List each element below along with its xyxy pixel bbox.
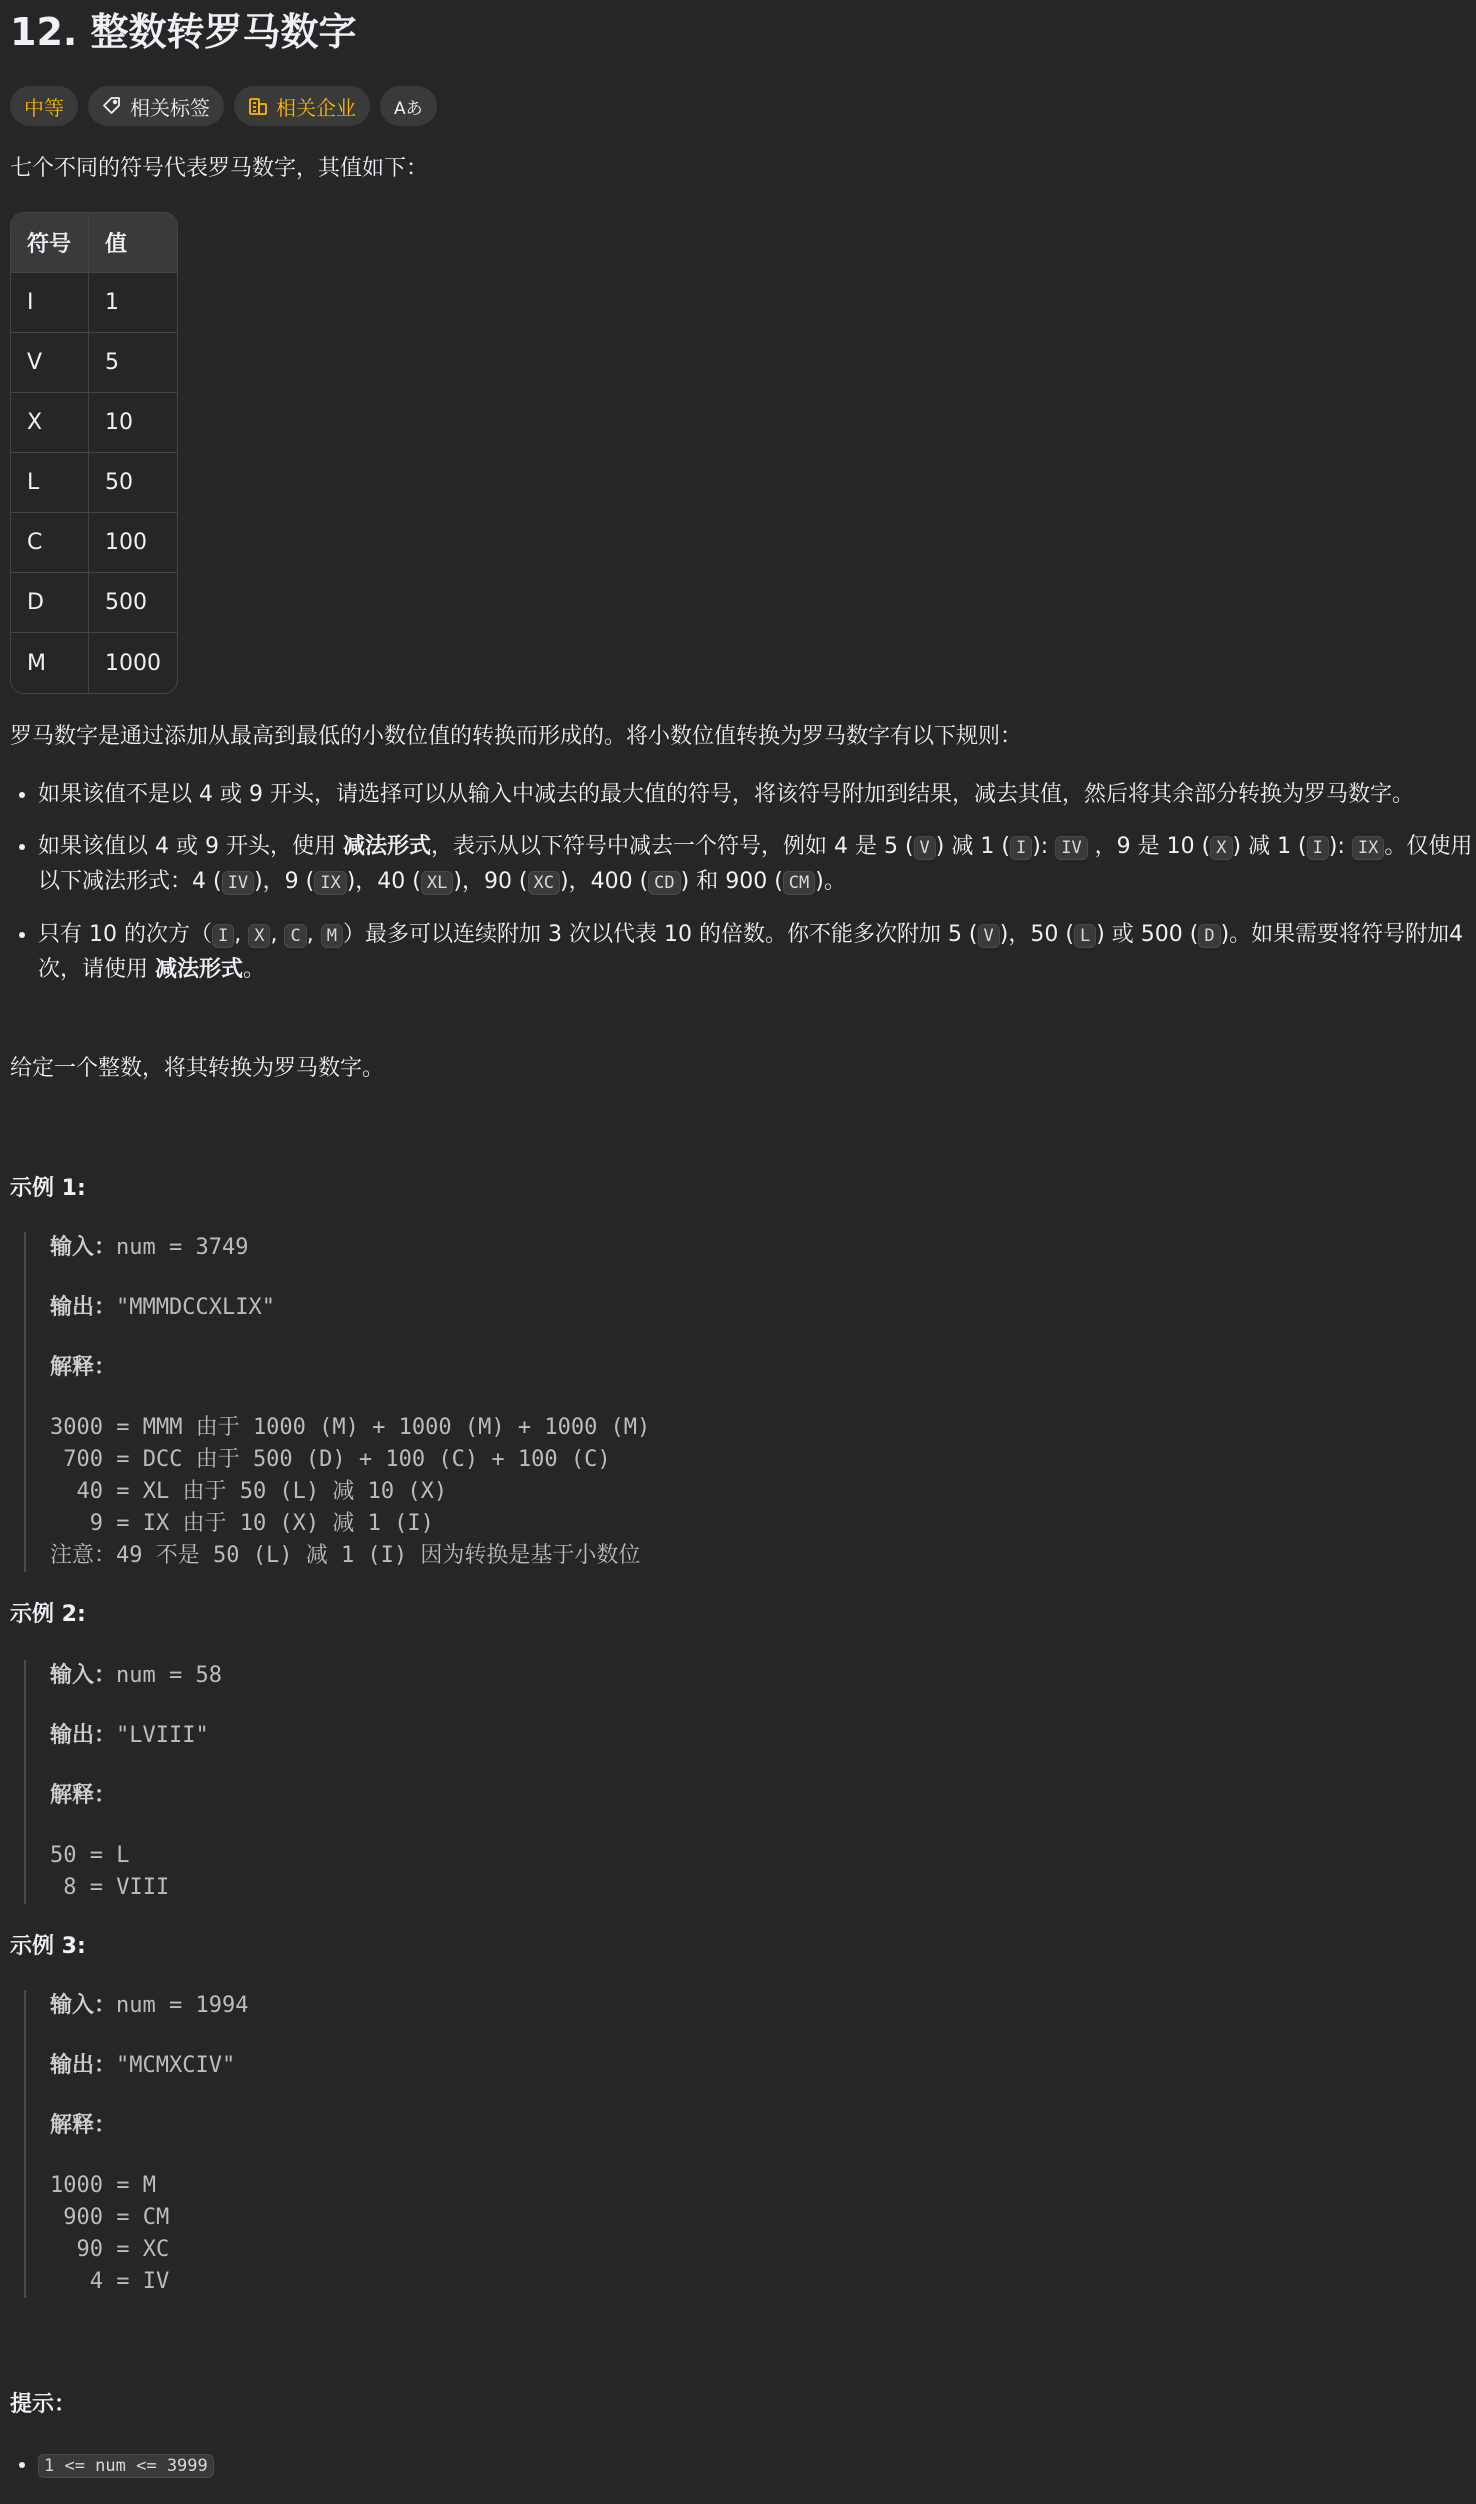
table-header-cell: 值 bbox=[89, 213, 177, 273]
explain-label: 解释： bbox=[50, 2113, 117, 2138]
inline-code: L bbox=[1074, 924, 1096, 948]
rule-text: )，90 ( bbox=[453, 869, 528, 894]
example-output bbox=[50, 2050, 248, 2110]
rule-item bbox=[38, 830, 1476, 900]
explanation-line: 40 = XL 由于 50 (L) 减 10 (X) bbox=[50, 1479, 448, 1504]
translate-button[interactable] bbox=[380, 86, 437, 126]
table-cell: 100 bbox=[89, 513, 177, 573]
table-cell: L bbox=[11, 453, 89, 513]
table-cell: C bbox=[11, 513, 89, 573]
table-row bbox=[11, 513, 177, 573]
example-output bbox=[50, 1292, 650, 1352]
task-text: 给定一个整数，将其转换为罗马数字。 bbox=[10, 1056, 385, 1081]
related-tags-label: 相关标签 bbox=[130, 95, 210, 120]
hints-title: 提示： bbox=[10, 2392, 77, 2417]
rule-text: ) 和 900 ( bbox=[680, 869, 783, 894]
related-companies-label: 相关企业 bbox=[276, 95, 356, 120]
explanation-line: 90 = XC bbox=[50, 2237, 170, 2262]
example-title: 示例 3: bbox=[10, 1934, 86, 1959]
inline-code: IV bbox=[222, 871, 254, 895]
explanation-line: 1000 = M bbox=[50, 2173, 156, 2198]
inline-code: IV bbox=[1055, 836, 1087, 860]
input-label: 输入： bbox=[50, 1663, 117, 1688]
rule-text: ): bbox=[1328, 834, 1352, 859]
difficulty-badge bbox=[10, 86, 78, 126]
explanation-line: 700 = DCC 由于 500 (D) + 100 (C) + 100 (C) bbox=[50, 1447, 611, 1472]
table-row bbox=[11, 633, 177, 693]
inline-code: D bbox=[1198, 924, 1220, 948]
output-label: 输出： bbox=[50, 1723, 117, 1748]
hint-code: 1 <= num <= 3999 bbox=[38, 2454, 214, 2478]
rule-item bbox=[38, 778, 1476, 812]
example-title: 示例 1: bbox=[10, 1176, 86, 1201]
inline-code: V bbox=[978, 924, 1000, 948]
inline-code: I bbox=[1307, 836, 1329, 860]
inline-code: XC bbox=[528, 871, 560, 895]
rule-text: )，40 ( bbox=[346, 869, 421, 894]
table-row bbox=[11, 273, 177, 333]
example-output bbox=[50, 1720, 222, 1780]
output-value: "MCMXCIV" bbox=[116, 2053, 236, 2078]
explanation-line: 3000 = MMM 由于 1000 (M) + 1000 (M) + 1000 (M) bbox=[50, 1415, 651, 1440]
table-cell: X bbox=[11, 393, 89, 453]
rule-text: , bbox=[306, 922, 321, 947]
symbol-value-table bbox=[10, 212, 178, 694]
table-row bbox=[11, 393, 177, 453]
rule-text: 。 bbox=[243, 957, 266, 982]
rule-text: )。 bbox=[815, 869, 846, 894]
inline-code: X bbox=[1210, 836, 1232, 860]
output-value: "MMMDCCXLIX" bbox=[116, 1295, 275, 1320]
table-cell: V bbox=[11, 333, 89, 393]
input-value: num = 58 bbox=[116, 1663, 222, 1688]
rule-text: ) 或 500 ( bbox=[1096, 922, 1199, 947]
inline-code: CD bbox=[648, 871, 680, 895]
output-label: 输出： bbox=[50, 1295, 117, 1320]
example-input bbox=[50, 1990, 248, 2050]
tag-icon bbox=[102, 96, 122, 116]
rule-text: , bbox=[234, 922, 249, 947]
table-cell: 1 bbox=[89, 273, 177, 333]
inline-code: XL bbox=[421, 871, 453, 895]
table-row bbox=[11, 573, 177, 633]
example-block bbox=[24, 1232, 650, 1572]
example-block bbox=[24, 1660, 222, 1904]
inline-code: IX bbox=[1352, 836, 1384, 860]
output-value: "LVIII" bbox=[116, 1723, 209, 1748]
explanation-line: 900 = CM bbox=[50, 2205, 170, 2230]
explain-label: 解释： bbox=[50, 1783, 117, 1808]
table-cell: 1000 bbox=[105, 650, 161, 676]
rule-text: ) 减 1 ( bbox=[935, 834, 1010, 859]
rule-text: ): bbox=[1032, 834, 1056, 859]
rule-text: )。如果需要将符号附加4次，请使用 bbox=[38, 922, 1464, 982]
explanation-line: 4 = IV bbox=[50, 2269, 170, 2294]
rule-text: ，9 是 10 ( bbox=[1087, 834, 1211, 859]
inline-code: I bbox=[212, 924, 234, 948]
inline-code: V bbox=[914, 836, 936, 860]
explain-label: 解释： bbox=[50, 1355, 117, 1380]
table-cell: 50 bbox=[89, 453, 177, 513]
rule-text: ，表示从以下符号中减去一个符号，例如 4 是 5 ( bbox=[430, 834, 914, 859]
example-title: 示例 2: bbox=[10, 1602, 86, 1627]
hint-item bbox=[38, 2448, 214, 2483]
rules-list bbox=[10, 778, 1476, 1005]
explanation-line: 注意：49 不是 50 (L) 减 1 (I) 因为转换是基于小数位 bbox=[50, 1543, 641, 1568]
difficulty-label: 中等 bbox=[24, 95, 64, 120]
table-cell: M bbox=[11, 633, 89, 693]
example-explain bbox=[50, 1352, 650, 1412]
inline-code: CM bbox=[783, 871, 815, 895]
inline-code: C bbox=[284, 924, 306, 948]
rule-text: , bbox=[270, 922, 285, 947]
tag-bar bbox=[10, 86, 437, 126]
example-block bbox=[24, 1990, 248, 2298]
example-explain bbox=[50, 1780, 222, 1840]
table-cell: 5 bbox=[89, 333, 177, 393]
translate-icon: Aあ bbox=[394, 98, 423, 119]
rule-text: )，400 ( bbox=[560, 869, 649, 894]
rules-intro-text: 罗马数字是通过添加从最高到最低的小数位值的转换而形成的。将小数位值转换为罗马数字有以下规则： bbox=[10, 724, 1023, 749]
table-row bbox=[11, 333, 177, 393]
inline-code: M bbox=[321, 924, 343, 948]
explanation-line: 9 = IX 由于 10 (X) 减 1 (I) bbox=[50, 1511, 434, 1536]
rule-text: 如果该值不是以 4 或 9 开头，请选择可以从输入中减去的最大值的符号，将该符号附加到结果，减去其值，然后将其余部分转换为罗马数字。 bbox=[38, 782, 1414, 807]
building-icon bbox=[248, 96, 268, 116]
related-tags-button[interactable] bbox=[88, 86, 224, 126]
input-value: num = 3749 bbox=[116, 1235, 249, 1260]
rule-text: ) 减 1 ( bbox=[1232, 834, 1307, 859]
example-input bbox=[50, 1660, 222, 1720]
output-label: 输出： bbox=[50, 2053, 117, 2078]
rule-bold-text: 减法形式 bbox=[342, 834, 431, 859]
problem-title: 12. 整数转罗马数字 bbox=[10, 10, 357, 54]
explanation-line: 8 = VIII bbox=[50, 1875, 170, 1900]
inline-code: IX bbox=[314, 871, 346, 895]
intro-text: 七个不同的符号代表罗马数字，其值如下： bbox=[10, 156, 429, 181]
rule-text: 只有 10 的次方（ bbox=[38, 922, 212, 947]
rule-text: )，50 ( bbox=[999, 922, 1074, 947]
example-input bbox=[50, 1232, 650, 1292]
table-header-row bbox=[11, 213, 177, 273]
table-cell: 10 bbox=[89, 393, 177, 453]
rule-text: 如果该值以 4 或 9 开头，使用 bbox=[38, 834, 343, 859]
table-header-cell: 符号 bbox=[11, 213, 89, 273]
explanation-line: 50 = L bbox=[50, 1843, 130, 1868]
rule-bold-text: 减法形式 bbox=[155, 957, 244, 982]
input-label: 输入： bbox=[50, 1235, 117, 1260]
related-companies-button[interactable] bbox=[234, 86, 370, 126]
input-label: 输入： bbox=[50, 1993, 117, 2018]
rule-item bbox=[38, 918, 1476, 987]
rule-text: 。仅使用以下减法形式：4 ( bbox=[38, 834, 1473, 894]
rule-text: )，9 ( bbox=[254, 869, 315, 894]
table-cell: I bbox=[11, 273, 89, 333]
rule-text: ）最多可以连续附加 3 次以代表 10 的倍数。你不能多次附加 5 ( bbox=[342, 922, 978, 947]
example-explain bbox=[50, 2110, 248, 2170]
inline-code: I bbox=[1010, 836, 1032, 860]
table-row bbox=[11, 453, 177, 513]
inline-code: X bbox=[248, 924, 270, 948]
table-cell: 500 bbox=[89, 573, 177, 633]
hints-list bbox=[10, 2448, 214, 2483]
table-cell: D bbox=[11, 573, 89, 633]
input-value: num = 1994 bbox=[116, 1993, 249, 2018]
